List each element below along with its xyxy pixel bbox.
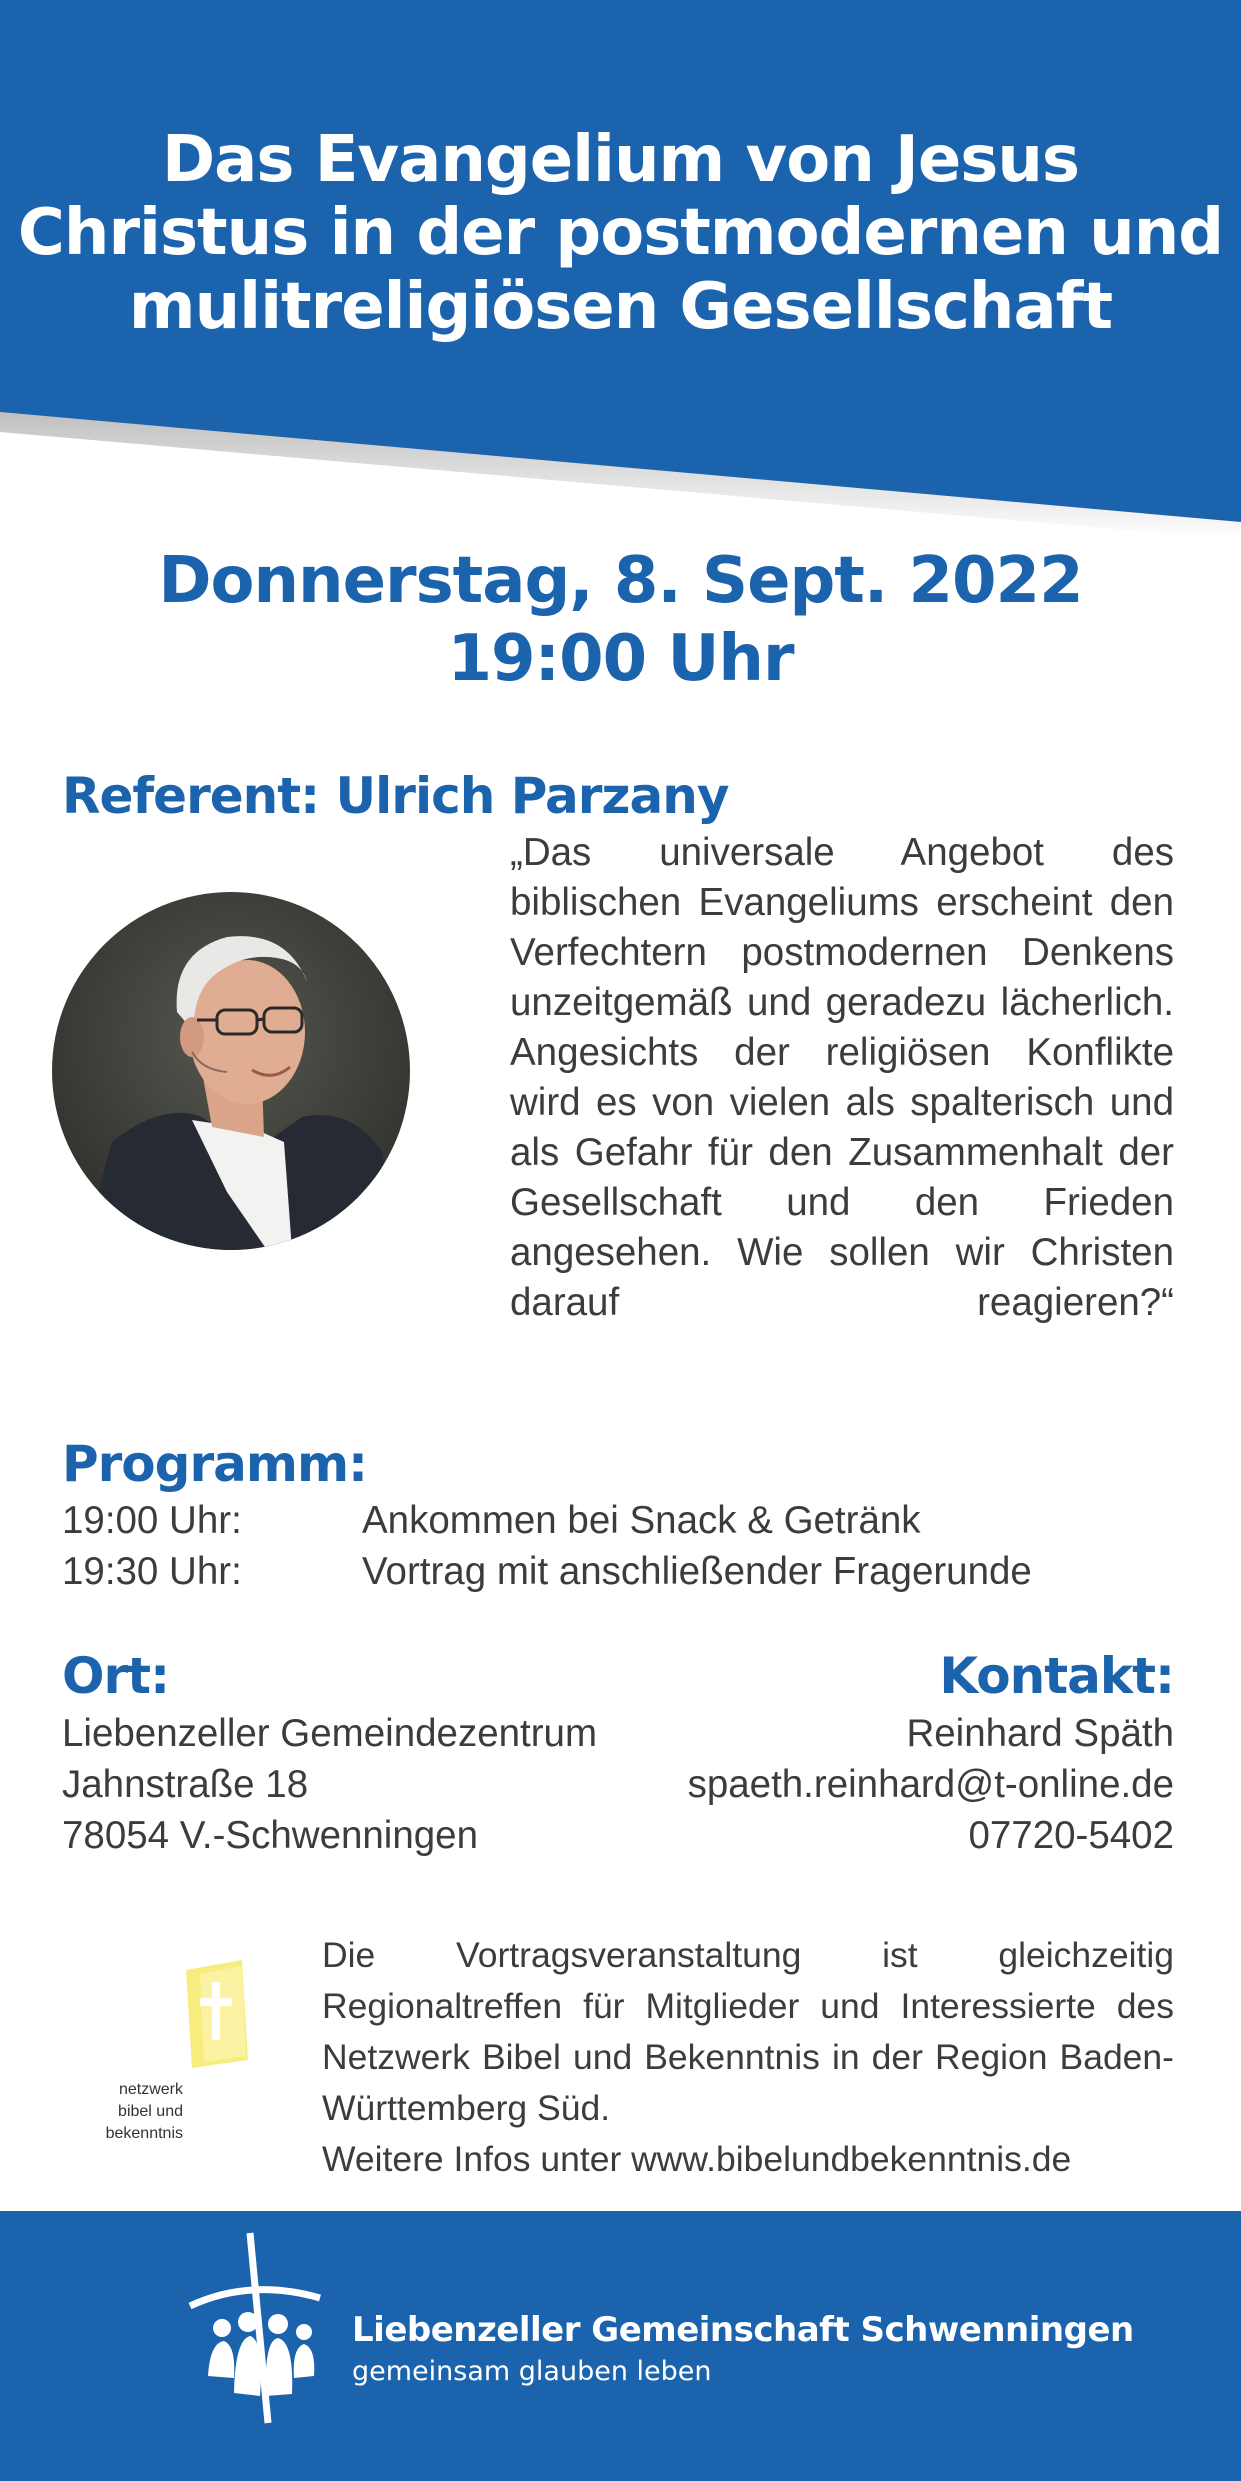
footer-tagline: gemeinsam glauben leben — [352, 2356, 712, 2387]
contact-name: Reinhard Späth — [906, 1712, 1174, 1755]
title-line-3: mulitreligiösen Gesellschaft — [128, 270, 1113, 344]
network-more-info[interactable]: Weitere Infos unter www.bibelundbekenntnis.de — [322, 2139, 1072, 2179]
network-logo-cross-icon — [182, 1960, 252, 2070]
speaker-portrait — [52, 892, 410, 1250]
contact-phone[interactable]: 07720-5402 — [968, 1814, 1174, 1857]
community-logo-icon — [180, 2228, 330, 2428]
program-item-text: Vortrag mit anschließender Fragerunde — [362, 1550, 1032, 1593]
program-heading: Programm: — [62, 1435, 368, 1493]
program-item-text: Ankommen bei Snack & Getränk — [362, 1499, 921, 1542]
network-logo-text: bibel und — [118, 2103, 183, 2120]
title-line-1: Das Evangelium von Jesus — [162, 123, 1079, 197]
location-heading: Ort: — [62, 1647, 170, 1705]
event-date: Donnerstag, 8. Sept. 2022 — [158, 544, 1083, 618]
location-line: Jahnstraße 18 — [62, 1763, 309, 1806]
footer-organization-name: Liebenzeller Gemeinschaft Schwenningen — [352, 2310, 1134, 2350]
speaker-heading: Referent: Ulrich Parzany — [62, 767, 729, 825]
network-logo-text: netzwerk — [118, 2081, 183, 2098]
network-info-text: Die Vortragsveranstaltung ist gleichzeitig Regionaltreffen für Mitglieder und Interessierte des Netzwerk Bibel und Bekenntnis in der Region Baden-Württemberg Süd. — [322, 1935, 1174, 2128]
program-item-time: 19:30 Uhr: — [62, 1550, 242, 1593]
network-logo-text: bekenntnis — [105, 2125, 183, 2142]
network-info — [322, 1930, 1174, 2185]
contact-email[interactable]: spaeth.reinhard@t-online.de — [687, 1763, 1174, 1806]
location-line: Liebenzeller Gemeindezentrum — [62, 1712, 598, 1755]
location-line: 78054 V.-Schwenningen — [62, 1814, 478, 1857]
title-line-2: Christus in der postmodernen und — [17, 196, 1224, 270]
contact-heading: Kontakt: — [939, 1647, 1174, 1705]
event-time: 19:00 Uhr — [447, 622, 794, 696]
speaker-quote: „Das universale Angebot des biblischen Evangeliums erscheint den Verfechtern postmodernen Denkens unzeitgemäß und geradezu lächerlich. Angesichts der religiösen Konflikte wird es von vielen als spalterisch und als Gefahr für den Zusammenhalt der Gesellschaft und den Frieden angesehen. Wie sollen wir Christen darauf reagieren?“ — [510, 831, 1174, 1324]
program-item-time: 19:00 Uhr: — [62, 1499, 242, 1542]
